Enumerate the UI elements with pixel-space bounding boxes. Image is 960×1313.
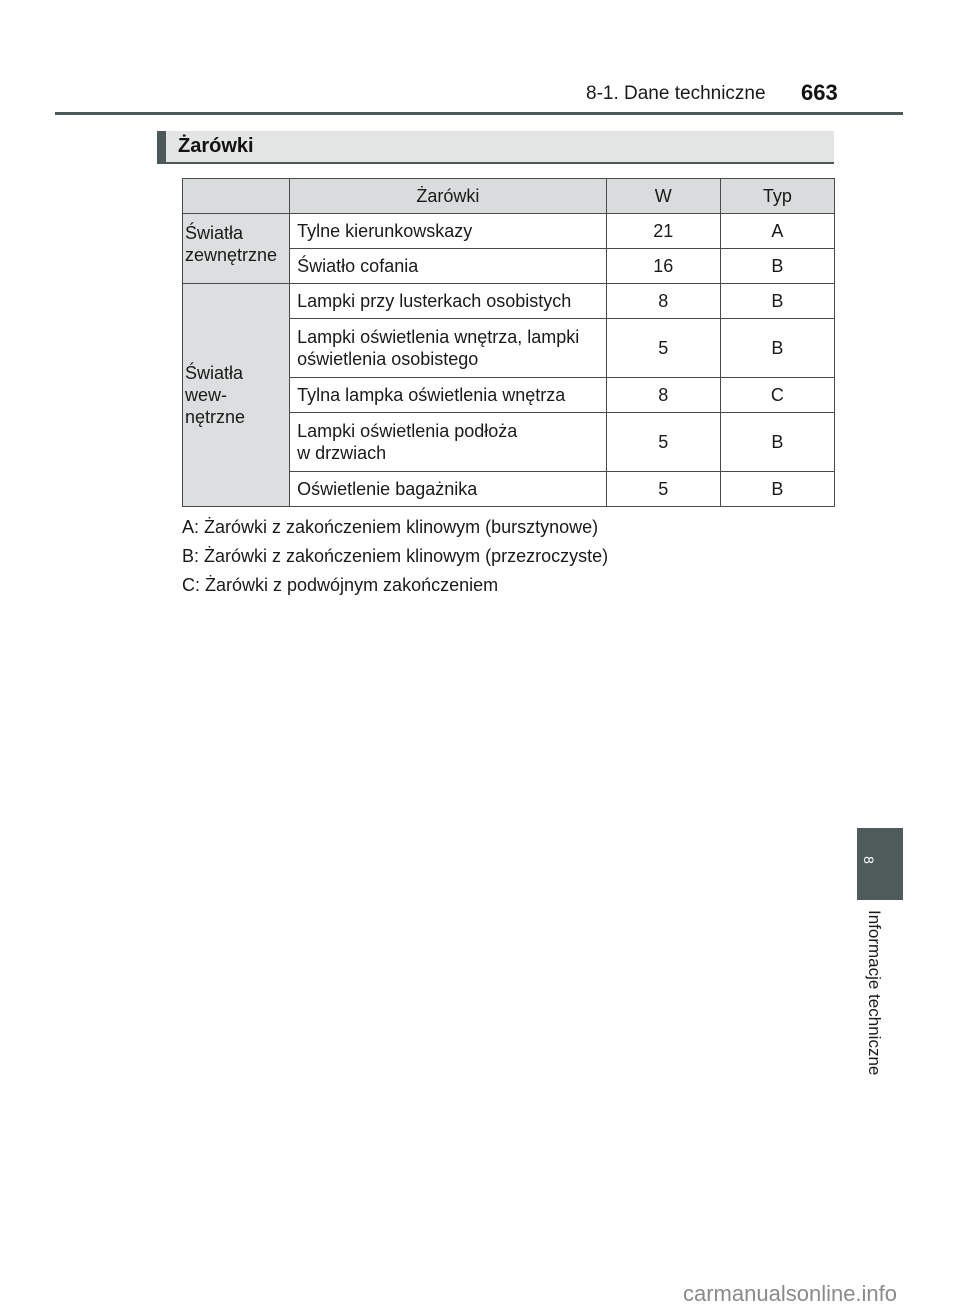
bulbs-table: [182, 178, 835, 507]
bulb-watts: 5: [606, 472, 720, 507]
legend-item-c: C: Żarówki z podwójnym zakończeniem: [182, 575, 499, 595]
bulb-name: Tylne kierunkowskazy: [290, 214, 606, 249]
section-accent-bar: [157, 131, 166, 164]
table-row: [183, 214, 835, 249]
group-exterior-lights: Światła zewnętrzne: [183, 214, 290, 284]
type-legend: [182, 516, 608, 603]
section-header: [157, 131, 834, 164]
table-row: [183, 284, 835, 319]
chapter-tab: [857, 828, 903, 900]
section-title: Żarówki: [178, 135, 254, 157]
bulb-name: Lampki oświetlenia wnętrza, lampki oświetlenia osobistego: [290, 319, 606, 378]
bulb-type: B: [720, 319, 834, 378]
header-rule: [55, 112, 903, 115]
bulb-watts: 8: [606, 378, 720, 413]
bulb-watts: 5: [606, 413, 720, 472]
bulb-type: B: [720, 472, 834, 507]
running-head: [560, 80, 850, 110]
bulb-name: Lampki oświetlenia podłoża w drzwiach: [290, 413, 606, 472]
chapter-number: 8: [861, 856, 877, 864]
watermark: carmanualsonline.info: [683, 1281, 898, 1306]
chapter-title-container: [862, 910, 886, 1110]
section-reference: 8-1. Dane techniczne: [586, 83, 766, 104]
page-number: 663: [801, 80, 838, 105]
chapter-title: Informacje techniczne: [865, 910, 884, 1076]
bulb-type: B: [720, 413, 834, 472]
bulb-name: Tylna lampka oświetlenia wnętrza: [290, 378, 606, 413]
bulb-watts: 21: [606, 214, 720, 249]
bulb-type: C: [720, 378, 834, 413]
legend-item-a: A: Żarówki z zakończeniem klinowym (bursztynowe): [182, 517, 599, 537]
header-group: [183, 179, 290, 214]
bulb-name: Lampki przy lusterkach osobistych: [290, 284, 606, 319]
bulb-type: B: [720, 249, 834, 284]
header-bulbs: Żarówki: [290, 179, 606, 214]
bulb-watts: 5: [606, 319, 720, 378]
bulb-name: Światło cofania: [290, 249, 606, 284]
header-watts: W: [606, 179, 720, 214]
table-header-row: [183, 179, 835, 214]
group-interior-lights: Światła wew- nętrzne: [183, 284, 290, 507]
bulb-watts: 16: [606, 249, 720, 284]
header-type: Typ: [720, 179, 834, 214]
bulb-name: Oświetlenie bagażnika: [290, 472, 606, 507]
bulb-watts: 8: [606, 284, 720, 319]
bulb-type: B: [720, 284, 834, 319]
bulb-type: A: [720, 214, 834, 249]
legend-item-b: B: Żarówki z zakończeniem klinowym (przezroczyste): [182, 546, 609, 566]
